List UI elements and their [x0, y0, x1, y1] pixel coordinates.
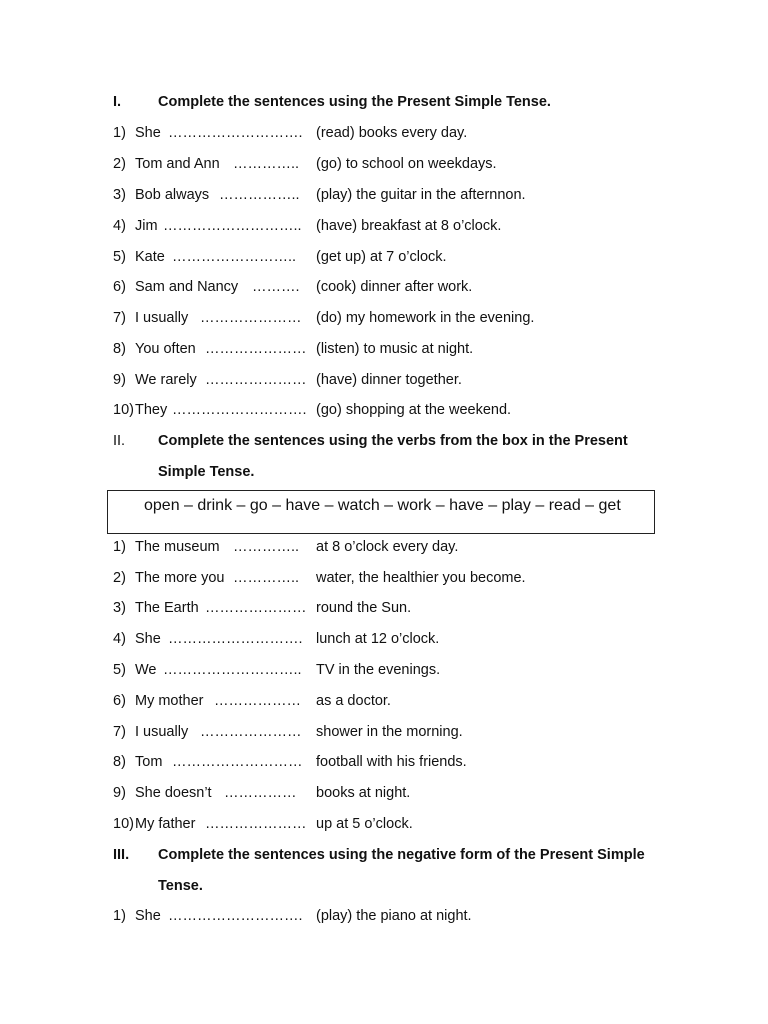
item-number: 10) — [113, 816, 134, 832]
item-subject: The museum — [135, 539, 220, 555]
item-number: 9) — [113, 372, 126, 388]
item-number: 5) — [113, 249, 126, 265]
answer-blank[interactable]: ……………………… — [172, 754, 303, 770]
item-rest: as a doctor. — [316, 693, 391, 709]
item-number: 8) — [113, 341, 126, 357]
item-subject: You often — [135, 341, 196, 357]
item-number: 2) — [113, 156, 126, 172]
answer-blank[interactable]: ………………… — [205, 372, 307, 388]
item-number: 2) — [113, 570, 126, 586]
item-rest: lunch at 12 o’clock. — [316, 631, 440, 647]
section-3-title-line-2: Tense. — [158, 878, 203, 894]
item-number: 9) — [113, 785, 126, 801]
section-2-title-line-2: Simple Tense. — [158, 464, 255, 480]
item-subject: She — [135, 125, 161, 141]
answer-blank[interactable]: ………………… — [205, 816, 307, 832]
item-number: 6) — [113, 279, 126, 295]
item-subject: I usually — [135, 310, 189, 326]
item-subject: Tom and Ann — [135, 156, 220, 172]
item-rest: (listen) to music at night. — [316, 341, 474, 357]
item-number: 1) — [113, 908, 126, 924]
item-subject: I usually — [135, 724, 189, 740]
item-subject: Bob always — [135, 187, 210, 203]
answer-blank[interactable]: ………………………. — [168, 125, 303, 141]
item-number: 3) — [113, 600, 126, 616]
item-rest: TV in the evenings. — [316, 662, 441, 678]
answer-blank[interactable]: ……………… — [214, 693, 301, 709]
item-subject: We — [135, 662, 157, 678]
item-subject: She — [135, 631, 161, 647]
answer-blank[interactable]: ………………… — [200, 724, 302, 740]
item-rest: (read) books every day. — [316, 125, 468, 141]
item-rest: at 8 o’clock every day. — [316, 539, 459, 555]
section-1-title: Complete the sentences using the Present Simple Tense. — [158, 94, 551, 110]
item-subject: We rarely — [135, 372, 197, 388]
section-2-number: II. — [113, 433, 126, 449]
answer-blank[interactable]: ………….. — [233, 539, 300, 555]
item-subject: She — [135, 908, 161, 924]
item-rest: (play) the piano at night. — [316, 908, 472, 924]
item-number: 3) — [113, 187, 126, 203]
item-rest: (go) to school on weekdays. — [316, 156, 497, 172]
item-rest: (cook) dinner after work. — [316, 279, 473, 295]
item-number: 7) — [113, 310, 126, 326]
answer-blank[interactable]: …………….. — [219, 187, 300, 203]
item-rest: football with his friends. — [316, 754, 467, 770]
item-subject: Tom — [135, 754, 163, 770]
item-number: 7) — [113, 724, 126, 740]
answer-blank[interactable]: ………………………. — [168, 631, 303, 647]
section-3-number: III. — [113, 847, 130, 863]
item-number: 1) — [113, 539, 126, 555]
section-3-title-line-1: Complete the sentences using the negative form of the Present Simple — [158, 847, 645, 863]
answer-blank[interactable]: ………………… — [205, 600, 307, 616]
item-subject: The more you — [135, 570, 225, 586]
item-rest: (do) my homework in the evening. — [316, 310, 535, 326]
item-subject: My father — [135, 816, 196, 832]
item-rest: shower in the morning. — [316, 724, 463, 740]
item-subject: Sam and Nancy — [135, 279, 239, 295]
item-rest: water, the healthier you become. — [316, 570, 526, 586]
section-2-title-line-1: Complete the sentences using the verbs from the box in the Present — [158, 433, 628, 449]
item-number: 10) — [113, 402, 134, 418]
answer-blank[interactable]: …………… — [224, 785, 297, 801]
answer-blank[interactable]: ………. — [252, 279, 300, 295]
answer-blank[interactable]: ………………………. — [168, 908, 303, 924]
item-subject: She doesn’t — [135, 785, 212, 801]
item-rest: (have) dinner together. — [316, 372, 462, 388]
item-number: 1) — [113, 125, 126, 141]
item-subject: Jim — [135, 218, 158, 234]
answer-blank[interactable]: ………………… — [205, 341, 307, 357]
item-number: 6) — [113, 693, 126, 709]
answer-blank[interactable]: ………….. — [233, 156, 300, 172]
item-subject: My mother — [135, 693, 204, 709]
item-subject: They — [135, 402, 168, 418]
item-number: 5) — [113, 662, 126, 678]
answer-blank[interactable]: ………….. — [233, 570, 300, 586]
item-subject: Kate — [135, 249, 165, 265]
answer-blank[interactable]: ………………………. — [172, 402, 307, 418]
item-rest: round the Sun. — [316, 600, 412, 616]
word-box-text: open – drink – go – have – watch – work – have – play – read – get — [144, 497, 621, 514]
answer-blank[interactable]: ………………… — [200, 310, 302, 326]
item-rest: up at 5 o’clock. — [316, 816, 413, 832]
answer-blank[interactable]: ……………………….. — [163, 662, 302, 678]
answer-blank[interactable]: ……………………….. — [163, 218, 302, 234]
item-number: 4) — [113, 631, 126, 647]
item-number: 8) — [113, 754, 126, 770]
item-subject: The Earth — [135, 600, 199, 616]
item-rest: (get up) at 7 o’clock. — [316, 249, 447, 265]
item-rest: (have) breakfast at 8 o’clock. — [316, 218, 502, 234]
item-number: 4) — [113, 218, 126, 234]
item-rest: books at night. — [316, 785, 411, 801]
item-rest: (go) shopping at the weekend. — [316, 402, 512, 418]
item-rest: (play) the guitar in the afternnon. — [316, 187, 526, 203]
section-1-number: I. — [113, 94, 122, 110]
answer-blank[interactable]: …………………….. — [172, 249, 297, 265]
